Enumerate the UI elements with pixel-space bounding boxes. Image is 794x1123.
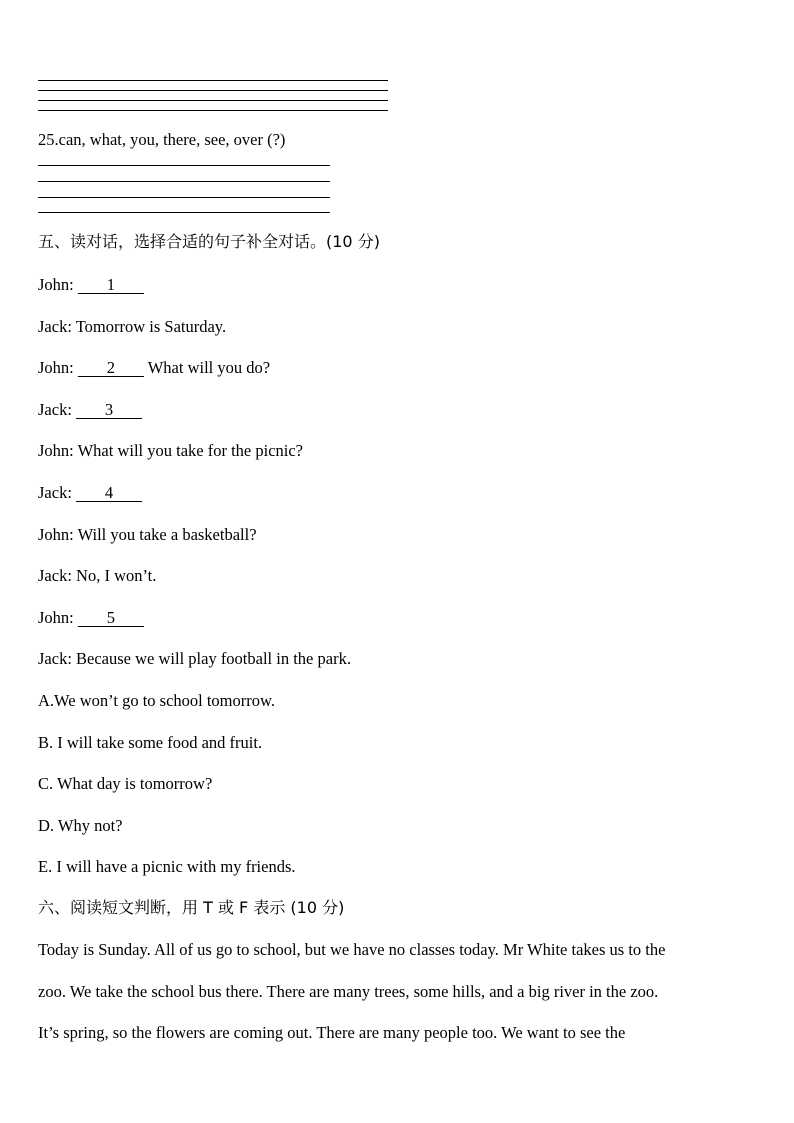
answer-line — [38, 181, 330, 182]
dialogue-line — [38, 566, 156, 586]
dialogue-line — [38, 317, 226, 337]
option-item: A.We won’t go to school tomorrow. — [38, 691, 275, 710]
section-5-heading: 五、读对话，选择合适的句子补全对话。(10 分) — [38, 232, 380, 251]
answer-line — [38, 100, 388, 101]
option-item: D. Why not? — [38, 815, 123, 835]
speaker-label: Jack: — [38, 566, 77, 586]
answer-line — [38, 212, 330, 213]
speaker-label: John: — [38, 358, 78, 378]
question-25: 25.can, what, you, there, see, over (?) — [38, 130, 286, 149]
option-item: B. I will take some food and fruit. — [38, 732, 263, 752]
answer-blank[interactable]: 5 — [77, 607, 144, 627]
speaker-label: Jack: — [38, 483, 77, 502]
answer-blank[interactable]: 4 — [76, 483, 143, 502]
dialogue-line — [38, 441, 303, 461]
speaker-label: Jack: — [38, 399, 77, 419]
dialogue-line — [38, 358, 270, 378]
answer-blank[interactable]: 2 — [77, 358, 144, 378]
dialogue-text: Will you take a basketball? — [77, 524, 257, 544]
passage-line: Today is Sunday. All of us go to school, but we have no classes today. Mr White takes us to the — [38, 940, 666, 959]
option-item: C. What day is tomorrow? — [38, 774, 213, 794]
speaker-label: Jack: — [38, 316, 76, 336]
speaker-label: John: — [38, 275, 78, 294]
answer-line — [38, 80, 388, 81]
speaker-label: John: — [38, 441, 78, 461]
dialogue-line — [38, 483, 142, 503]
option-item: E. I will have a picnic with my friends. — [38, 857, 296, 877]
answer-line — [38, 110, 388, 111]
answer-line — [38, 90, 388, 91]
dialogue-line — [38, 525, 257, 545]
dialogue-text: What will you take for the picnic? — [77, 441, 304, 461]
passage-line: zoo. We take the school bus there. There are many trees, some hills, and a big river in the zoo. — [38, 981, 659, 1001]
dialogue-line — [38, 275, 144, 295]
dialogue-line — [38, 608, 144, 628]
dialogue-text: Tomorrow is Saturday. — [75, 316, 227, 336]
dialogue-line — [38, 649, 351, 669]
dialogue-text: What will you do? — [143, 358, 271, 378]
speaker-label: John: — [38, 524, 78, 544]
dialogue-text: No, I won’t. — [76, 566, 157, 586]
dialogue-line — [38, 400, 142, 420]
answer-line — [38, 165, 330, 166]
speaker-label: Jack: — [38, 649, 77, 669]
answer-line — [38, 197, 330, 198]
dialogue-text: Because we will play football in the park. — [76, 649, 351, 669]
speaker-label: John: — [38, 607, 78, 627]
answer-blank[interactable]: 3 — [76, 399, 143, 419]
answer-blank[interactable]: 1 — [77, 275, 144, 294]
section-6-heading: 六、阅读短文判断，用 T 或 F 表示 (10 分) — [38, 898, 345, 917]
passage-line: It’s spring, so the flowers are coming out. There are many people too. We want to see the — [38, 1023, 626, 1042]
